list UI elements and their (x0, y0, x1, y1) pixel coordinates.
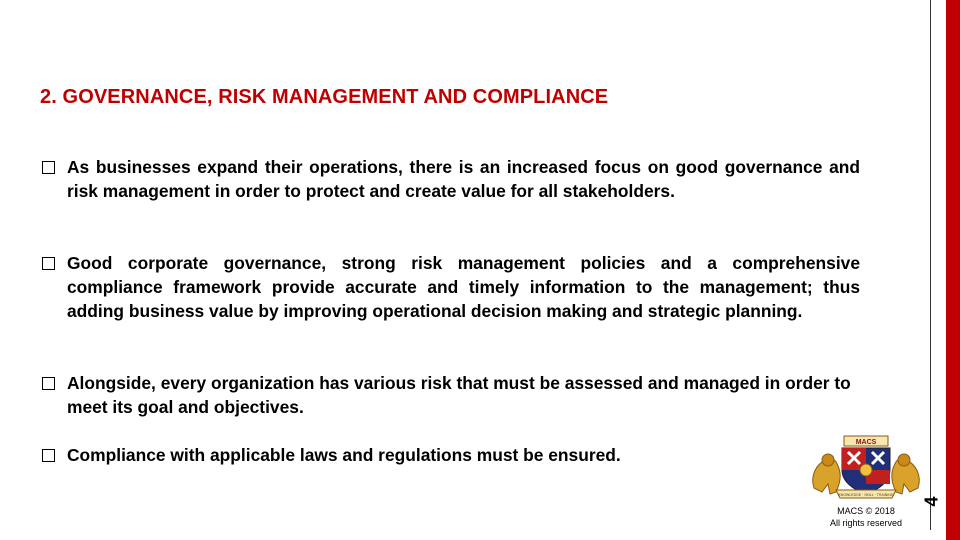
checkbox-bullet-icon (42, 161, 55, 174)
rights-line: All rights reserved (829, 518, 903, 528)
accent-side-bar (946, 0, 960, 540)
page-number-text: 4 (921, 495, 942, 507)
bullet-text: Good corporate governance, strong risk management policies and a comprehensive compliance framework provide accurate and timely information to the management; thus adding business value by improving operational decision making and strategic planning. (67, 253, 860, 321)
checkbox-bullet-icon (42, 377, 55, 390)
crest-motto-text: KNOWLEDGE · SKILL · TRAINING (838, 493, 894, 497)
bullet-item (42, 371, 860, 419)
bullet-text: Alongside, every organization has various risk that must be assessed and managed in order to meet its goal and objectives. (67, 373, 851, 417)
copyright-notice (806, 505, 926, 529)
bullet-item (42, 443, 860, 467)
crest-banner-text: MACS (855, 439, 877, 446)
checkbox-bullet-icon (42, 449, 55, 462)
vertical-divider (930, 0, 931, 530)
slide-title: 2. GOVERNANCE, RISK MANAGEMENT AND COMPLIANCE (40, 86, 609, 108)
bullet-item (42, 251, 860, 323)
bullet-text: Compliance with applicable laws and regulations must be ensured. (67, 445, 621, 465)
bullet-item (42, 155, 860, 203)
copyright-line: MACS © 2018 (837, 506, 895, 516)
checkbox-bullet-icon (42, 257, 55, 270)
bullet-text: As businesses expand their operations, there is an increased focus on good governance and risk management in order to protect and create value for all stakeholders. (67, 157, 860, 201)
crest-graphic (806, 434, 926, 504)
